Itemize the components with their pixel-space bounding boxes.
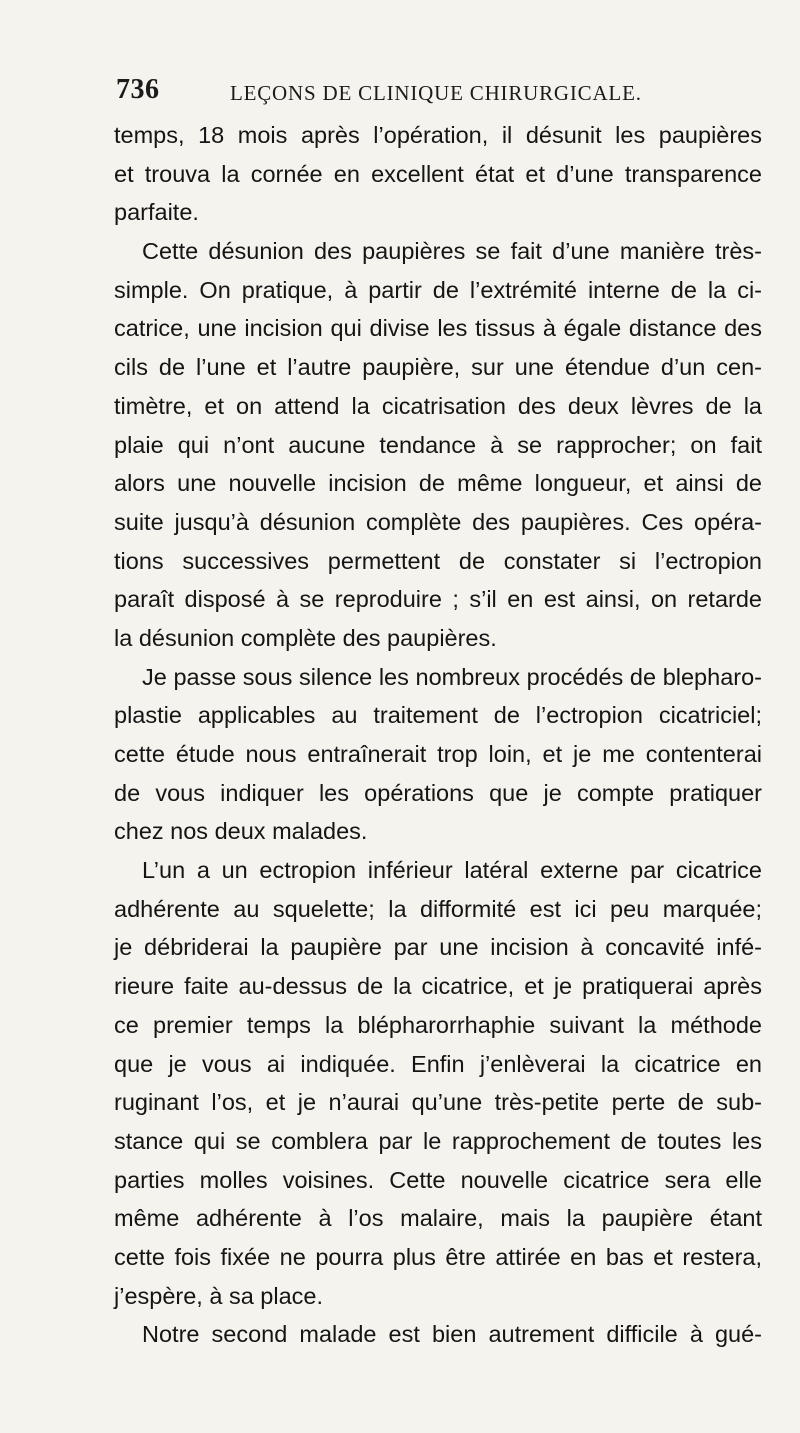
text-line: chez nos deux malades. — [114, 818, 368, 845]
text-line: parties molles voisines. Cette nouvelle cicatrice sera elle — [114, 1166, 762, 1193]
text-line: catrice, une incision qui divise les tissus à égale distance des — [114, 315, 762, 342]
text-line: cette fois fixée ne pourra plus être attirée en bas et restera, — [114, 1243, 762, 1270]
text-line: que je vous ai indiquée. Enfin j’enlèverai la cicatrice en — [114, 1050, 762, 1077]
text-line: j’espère, à sa place. — [114, 1282, 324, 1309]
text-line: Cette désunion des paupières se fait d’une manière très- — [142, 238, 762, 265]
running-title: LEÇONS DE CLINIQUE CHIRURGICALE. — [230, 81, 642, 105]
body-text — [114, 116, 762, 1354]
text-line: cils de l’une et l’autre paupière, sur une étendue d’un cen- — [114, 354, 762, 381]
text-line: je débriderai la paupière par une incision à concavité infé- — [114, 934, 762, 961]
text-line: même adhérente à l’os malaire, mais la paupière étant — [114, 1205, 762, 1232]
text-line: rieure faite au-dessus de la cicatrice, et je pratiquerai après — [114, 973, 762, 1000]
text-line: la désunion complète des paupières. — [114, 624, 497, 651]
text-line: suite jusqu’à désunion complète des paupières. Ces opéra- — [114, 508, 762, 535]
text-line: temps, 18 mois après l’opération, il désunit les paupières — [114, 122, 762, 148]
text-line: alors une nouvelle incision de même longueur, et ainsi de — [114, 470, 762, 497]
text-line: tions successives permettent de constater si l’ectropion — [114, 547, 762, 574]
text-line: stance qui se comblera par le rapprochement de toutes les — [114, 1127, 762, 1154]
text-line: de vous indiquer les opérations que je compte pratiquer — [114, 779, 762, 806]
text-line: parfaite. — [114, 199, 199, 226]
running-head — [116, 74, 756, 114]
text-line: adhérente au squelette; la difformité est ici peu marquée; — [114, 895, 762, 922]
page-number: 736 — [116, 74, 160, 105]
text-line: plastie applicables au traitement de l’ectropion cicatriciel; — [114, 702, 762, 729]
text-line: ruginant l’os, et je n’aurai qu’une très-petite perte de sub- — [114, 1089, 762, 1116]
text-line: Je passe sous silence les nombreux procédés de blepharo- — [142, 663, 762, 690]
text-line: plaie qui n’ont aucune tendance à se rapprocher; on fait — [114, 431, 762, 458]
text-line: paraît disposé à se reproduire ; s’il en est ainsi, on retarde — [114, 586, 762, 613]
text-line: et trouva la cornée en excellent état et d’une transparence — [114, 160, 762, 187]
text-line: timètre, et on attend la cicatrisation des deux lèvres de la — [114, 392, 762, 419]
text-line: ce premier temps la blépharorrhaphie suivant la méthode — [114, 1011, 762, 1038]
text-line: cette étude nous entraînerait trop loin, et je me contenterai — [114, 741, 762, 767]
text-line: Notre second malade est bien autrement difficile à gué- — [142, 1321, 762, 1348]
text-line: simple. On pratique, à partir de l’extrémité interne de la ci- — [114, 276, 762, 303]
text-line: L’un a un ectropion inférieur latéral externe par cicatrice — [142, 857, 762, 884]
